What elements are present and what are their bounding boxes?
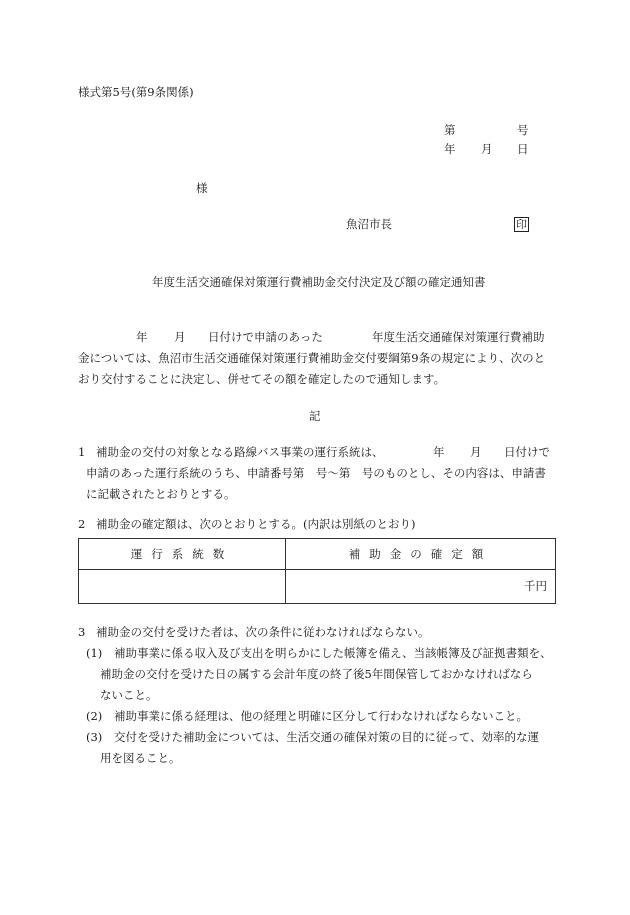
item-2-text: 補助金の確定額は、次のとおりとする。(内訳は別紙のとおり) [96, 517, 416, 531]
body-year: 年 [136, 330, 148, 344]
addressee-suffix: 様 [196, 181, 208, 195]
header-route-count: 運行系統数 [79, 539, 286, 570]
cell-confirmed-amount[interactable] [286, 570, 556, 604]
item-1-number: 1 [78, 445, 86, 459]
form-label: 様式第5号(第9条関係) [78, 85, 194, 99]
condition-3-line-1: 交付を受けた補助金については、生活交通の確保対策の目的に従って、効率的な運 [114, 730, 540, 744]
item-1-year: 年 [433, 445, 445, 459]
table-row [79, 570, 556, 604]
document-title: 年度生活交通確保対策運行費補助金交付決定及び額の確定通知書 [152, 275, 486, 289]
condition-2-line-1: 補助事業に係る経理は、他の経理と明確に区分して行わなければならないこと。 [114, 709, 528, 723]
condition-2-number: (2) [86, 709, 103, 723]
seal-mark: 印 [516, 218, 527, 231]
date-month: 月 [481, 142, 493, 156]
condition-3-number: (3) [86, 730, 103, 744]
body-line-3: おり交付することに決定し、併せてその額を確定したので通知します。 [78, 372, 446, 386]
item-3-number: 3 [78, 625, 86, 639]
date-year: 年 [444, 142, 456, 156]
ki-heading: 記 [309, 409, 321, 423]
item-1-line-2: 申請のあった運行系統のうち、申請番号第 号～第 号のものとし、その内容は、申請書 [86, 466, 546, 480]
subsidy-amount-table [78, 538, 556, 604]
table-header-row [79, 539, 556, 570]
body-date-applied: 日付けで申請のあった [208, 330, 323, 344]
item-2-number: 2 [78, 517, 86, 531]
body-subject: 年度生活交通確保対策運行費補助 [372, 330, 545, 344]
item-1-month: 月 [470, 445, 482, 459]
item-3-text: 補助金の交付を受けた者は、次の条件に従わなければならない。 [96, 625, 430, 639]
number-suffix: 号 [517, 123, 529, 137]
date-day: 日 [517, 142, 529, 156]
condition-3-line-2: 用を図ること。 [100, 751, 181, 765]
condition-1-line-2: 補助金の交付を受けた日の属する会計年度の終了後5年間保管しておかなければなら [100, 667, 533, 681]
item-1-line-1: 補助金の交付の対象となる路線バス事業の運行系統は、 [96, 445, 384, 459]
item-1-line-3: に記載されたとおりとする。 [86, 487, 236, 501]
condition-1-line-1: 補助事業に係る収入及び支出を明らかにした帳簿を備え、当該帳簿及び証拠書類を、 [114, 646, 552, 660]
header-confirmed-amount: 補助金の確定額 [286, 539, 556, 570]
item-1-date-tail: 日付けで [504, 445, 550, 459]
cell-route-count[interactable] [79, 570, 286, 604]
body-line-2: 金については、魚沼市生活交通確保対策運行費補助金交付要綱第9条の規定により、次のと [78, 351, 546, 365]
issuer-name: 魚沼市長 [346, 217, 392, 231]
condition-1-number: (1) [86, 646, 103, 660]
condition-1-line-3: ないこと。 [100, 688, 158, 702]
body-month: 月 [174, 330, 186, 344]
amount-unit: 千円 [524, 579, 547, 594]
number-prefix: 第 [444, 123, 456, 137]
